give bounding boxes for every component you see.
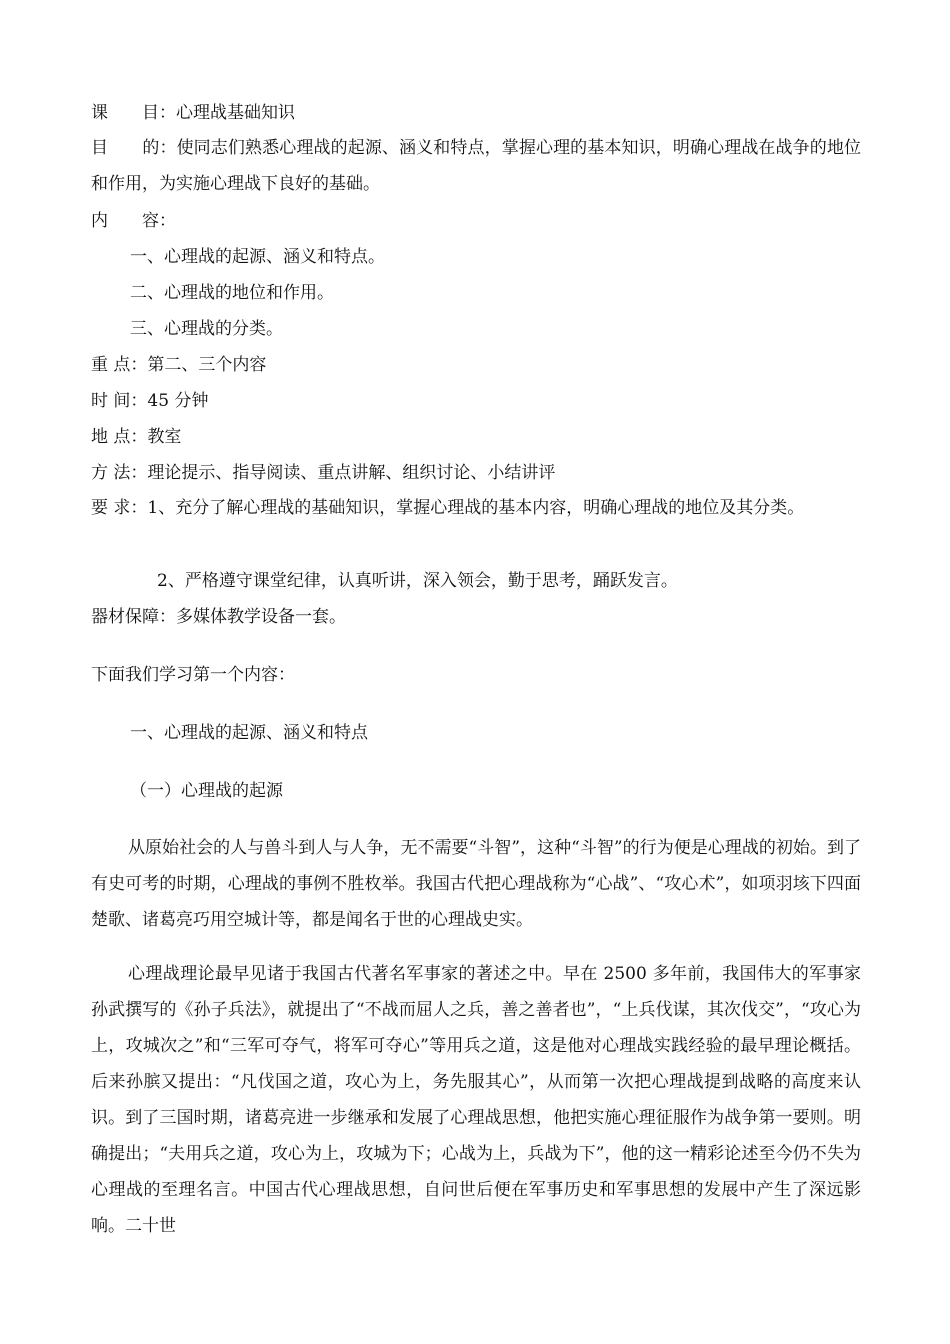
key-points-line: 重 点：第二、三个内容 <box>91 355 267 375</box>
paragraph-origin: 从原始社会的人与兽斗到人与人争，无不需要“斗智”，这种“斗智”的行为便是心理战的初始。到了有史可考的时期，心理战的事例不胜枚举。我国古代把心理战称为“心战”、“攻心术”，如项羽垓下四面楚歌、诸葛亮巧用空城计等，都是闻名于世的心理战史实。 <box>91 838 861 930</box>
course-line: 课 目：心理战基础知识 <box>91 103 295 123</box>
paragraph-theory: 心理战理论最早见诸于我国古代著名军事家的著述之中。早在 2500 多年前，我国伟大的军事家孙武撰写的《孙子兵法》，就提出了“不战而屈人之兵，善之善者也”，“上兵伐谋，其次伐交”，“攻心为上，攻城次之”和“三军可夺气，将军可夺心”等用兵之道，这是他对心理战实践经验的最早理论概括。后来孙膑又提出：“凡伐国之道，攻心为上，务先服其心”，从而第一次把心理战提到战略的高度来认识。到了三国时期，诸葛亮进一步继承和发展了心理战思想，他把实施心理征服作为战争第一要则。明确提出；“夫用兵之道，攻心为上，攻城为下；心战为上，兵战为下”，他的这一精彩论述至今仍不失为心理战的至理名言。中国古代心理战思想，自问世后便在军事历史和军事思想的发展中产生了深远影响。二十世 <box>91 964 861 1236</box>
requirement-2: 2、严格遵守课堂纪律，认真听讲，深入领会，勤于思考，踊跃发言。 <box>157 571 678 591</box>
intro-line: 下面我们学习第一个内容： <box>91 665 295 685</box>
equipment-line: 器材保障：多媒体教学设备一套。 <box>91 607 346 627</box>
content-item-3: 三、心理战的分类。 <box>130 319 283 339</box>
content-item-1: 一、心理战的起源、涵义和特点。 <box>130 247 385 267</box>
method-line: 方 法：理论提示、指导阅读、重点讲解、组织讨论、小结讲评 <box>91 463 556 483</box>
content-item-2: 二、心理战的地位和作用。 <box>130 283 334 303</box>
requirement-1: 要 求：1、充分了解心理战的基础知识，掌握心理战的基本内容，明确心理战的地位及其分类。 <box>91 498 805 518</box>
place-line: 地 点：教室 <box>91 427 182 447</box>
section-title: 一、心理战的起源、涵义和特点 <box>130 723 368 743</box>
time-line: 时 间：45 分钟 <box>91 391 209 411</box>
subsection-title: （一）心理战的起源 <box>130 781 283 801</box>
purpose-text: 目 的：使同志们熟悉心理战的起源、涵义和特点，掌握心理的基本知识，明确心理战在战争的地位和作用，为实施心理战下良好的基础。 <box>91 138 861 194</box>
content-label: 内 容： <box>91 211 176 231</box>
